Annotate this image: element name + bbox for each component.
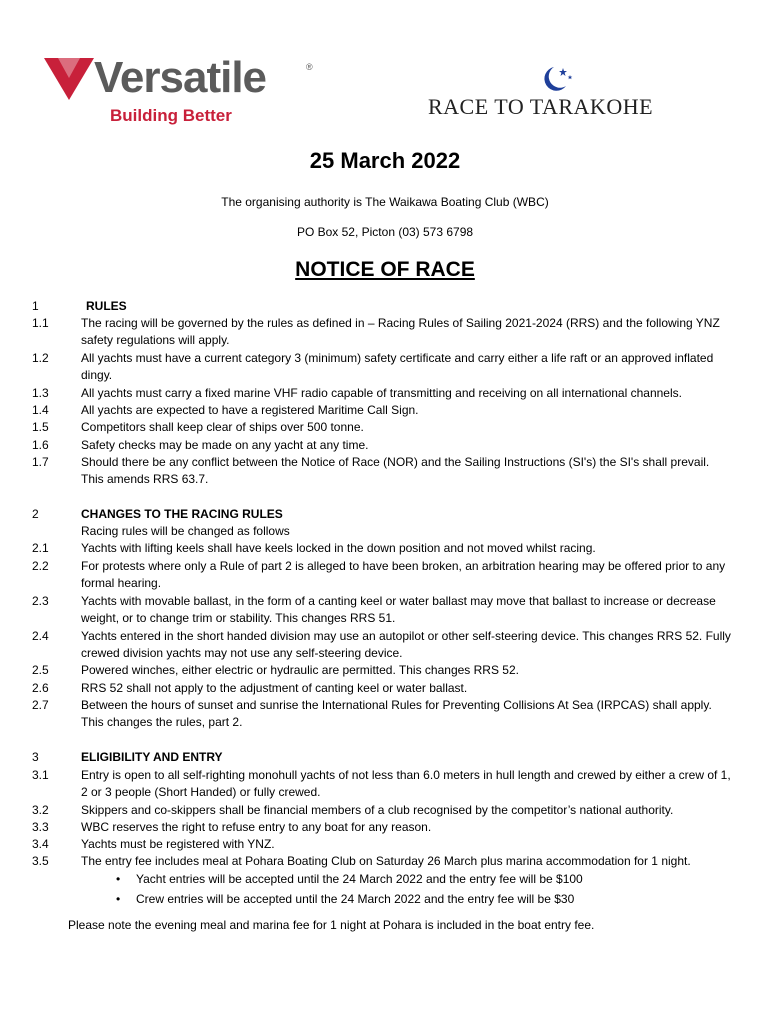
rule-number: 3.4	[32, 837, 49, 851]
rule-text: Safety checks may be made on any yacht at any time.	[81, 438, 369, 452]
bullet-text: Crew entries will be accepted until the 24 March 2022 and the entry fee will be $30	[136, 892, 575, 906]
race-to-tarakohe-logo	[428, 62, 688, 122]
rule-number: 1.4	[32, 403, 49, 417]
rule-number: 2.1	[32, 541, 49, 555]
rule-number: 3.3	[32, 820, 49, 834]
rule-text: Competitors shall keep clear of ships over 500 tonne.	[81, 420, 364, 434]
versatile-tagline: Building Better	[110, 106, 232, 125]
rule-text: The racing will be governed by the rules as defined in – Racing Rules of Sailing 2021-2024 (RRS) and the following YNZ safety regulations will apply.	[81, 316, 720, 347]
closing-note: Please note the evening meal and marina fee for 1 night at Pohara is included in the boat entry fee.	[68, 918, 595, 932]
rule-text: For protests where only a Rule of part 2 is alleged to have been broken, an arbitration hearing may be offered prior to any formal hearing.	[81, 559, 726, 590]
rule-number: 1.3	[32, 386, 49, 400]
rule-number: 2.7	[32, 698, 49, 712]
rule-number: 1.2	[32, 351, 49, 365]
rule-number: 2.3	[32, 594, 49, 608]
rule-text: Entry is open to all self-righting monohull yachts of not less than 6.0 meters in hull length and crewed by either a crew of 1, 2 or 3 people (Short Handed) or fully crewed.	[81, 768, 731, 799]
section-number: 1	[32, 299, 39, 313]
bullet-glyph: •	[116, 892, 121, 906]
rule-text: All yachts must have a current category 3 (minimum) safety certificate and carry either a life raft or an approved inflated dingy.	[81, 351, 714, 382]
rule-text: Skippers and co-skippers shall be financial members of a club recognised by the competitor’s national authority.	[81, 803, 674, 817]
section-number: 3	[32, 750, 39, 764]
rule-text: All yachts are expected to have a registered Maritime Call Sign.	[81, 403, 419, 417]
rule-text: Yachts with lifting keels shall have keels locked in the down position and not moved whilst racing.	[81, 541, 596, 555]
bullet-glyph: •	[116, 872, 121, 886]
rule-number: 1.7	[32, 455, 49, 469]
rule-text: Yachts entered in the short handed division may use an autopilot or other self-steering device. This changes RRS 52. Fully crewed division yachts may not use any self-steering device.	[81, 629, 731, 660]
section-number: 2	[32, 507, 39, 521]
notice-date: 25 March 2022	[309, 148, 461, 173]
rule-text: WBC reserves the right to refuse entry to any boat for any reason.	[81, 820, 432, 834]
rule-number: 3.5	[32, 854, 49, 868]
rule-number: 2.4	[32, 629, 49, 643]
section-title: CHANGES TO THE RACING RULES	[81, 507, 283, 521]
rule-text: Should there be any conflict between the Notice of Race (NOR) and the Sailing Instructions (SI's) the SI's shall prevail. This amends RRS 63.7.	[81, 455, 710, 486]
rule-number: 3.1	[32, 768, 49, 782]
rule-number: 1.1	[32, 316, 49, 330]
rule-text: All yachts must carry a fixed marine VHF radio capable of transmitting and receiving on all international channels.	[81, 386, 682, 400]
rule-number: 1.6	[32, 438, 49, 452]
versatile-registered-mark: ®	[306, 62, 313, 72]
rule-text: Between the hours of sunset and sunrise the International Rules for Preventing Collisions At Sea (IRPCAS) shall apply. This changes the rules, part 2.	[81, 698, 712, 729]
rule-number: 1.5	[32, 420, 49, 434]
rule-text: Yachts with movable ballast, in the form of a canting keel or water ballast may move that ballast to increase or decrease weight, or to change trim or stability. This changes RRS 51.	[81, 594, 716, 625]
rule-number: 3.2	[32, 803, 49, 817]
versatile-logo	[44, 52, 324, 132]
rule-number: 2.5	[32, 663, 49, 677]
bullet-text: Yacht entries will be accepted until the 24 March 2022 and the entry fee will be $100	[136, 872, 583, 886]
section-title: ELIGIBILITY AND ENTRY	[81, 750, 223, 764]
rule-text: Powered winches, either electric or hydraulic are permitted. This changes RRS 52.	[81, 663, 519, 677]
rule-number: 2.2	[32, 559, 49, 573]
section-intro-text: Racing rules will be changed as follows	[81, 524, 290, 538]
versatile-logo-word: Versatile	[94, 53, 267, 102]
rule-text: The entry fee includes meal at Pohara Boating Club on Saturday 26 March plus marina accommodation for 1 night.	[81, 854, 691, 868]
organising-authority: The organising authority is The Waikawa Boating Club (WBC)	[221, 195, 549, 209]
versatile-v-mark-icon	[44, 58, 94, 100]
rule-number: 2.6	[32, 681, 49, 695]
rule-text: Yachts must be registered with YNZ.	[81, 837, 275, 851]
crescent-moon-stars-icon	[540, 64, 574, 94]
race-logo-text: RACE TO TARAKOHE	[428, 94, 654, 119]
rule-text: RRS 52 shall not apply to the adjustment of canting keel or water ballast.	[81, 681, 468, 695]
section-title: RULES	[86, 299, 127, 313]
document-title: NOTICE OF RACE	[295, 258, 475, 281]
club-address: PO Box 52, Picton (03) 573 6798	[296, 225, 474, 239]
